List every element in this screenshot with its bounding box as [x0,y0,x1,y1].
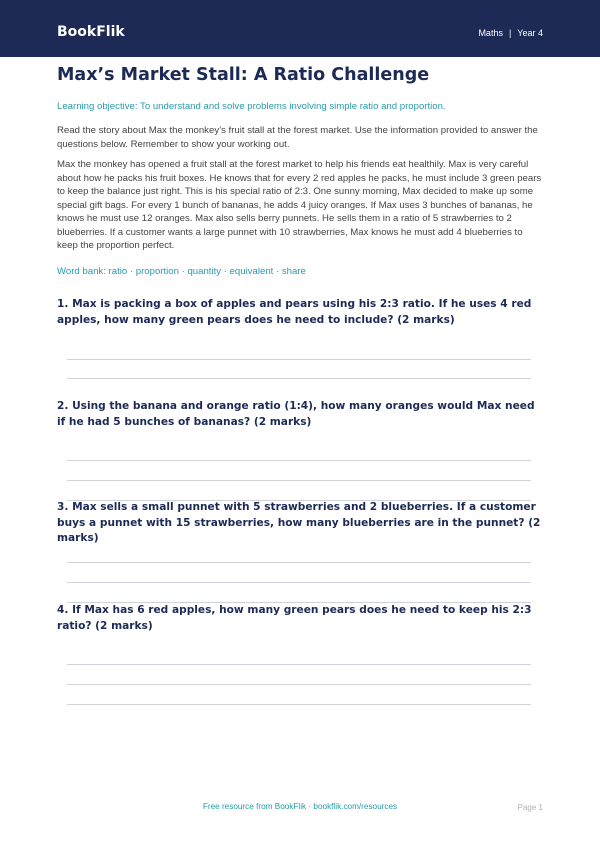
answer-line[interactable] [67,480,531,481]
question-1: 1. Max is packing a box of apples and pears using his 2:3 ratio. If he uses 4 red apples, how many green pears does he need to include? (2 marks) [57,298,532,326]
answer-line[interactable] [67,684,531,685]
question-3: 3. Max sells a small punnet with 5 strawberries and 2 blueberries. If a customer buys a punnet with 15 strawberries, how many blueberries are in the punnet? (2 marks) [57,501,541,544]
word-bank: Word bank: ratio · proportion · quantity · equivalent · share [57,266,306,277]
story-text: Max the monkey has opened a fruit stall at the forest market to help his friends eat healthily. Max is very careful about how he packs his fruit boxes. He knows that for every 2 red apples he packs, he must include 3 green pears to keep the balance just right. This is his special ratio of 2:3. One sunny morning, Max decided to make up some special gift bags. For every 1 bunch of bananas, he adds 4 juicy oranges. If Max uses 3 bunches of bananas, he knows he must use 12 oranges. Max also sells berry punnets. He sells them in a ratio of 5 strawberries to 2 blueberries. If a customer wants a large punnet with 10 strawberries, Max knows he must add 4 blueberries to keep the proportion perfect. [57,159,542,251]
answer-line[interactable] [67,562,531,563]
answer-line[interactable] [67,664,531,665]
footer-text: Free resource from BookFlik · bookflik.com/resources [202,802,398,811]
question-4: 4. If Max has 6 red apples, how many green pears does he need to keep his 2:3 ratio? (2 marks) [57,604,532,632]
question-2: 2. Using the banana and orange ratio (1:4), how many oranges would Max need if he had 5 bunches of bananas? (2 marks) [57,400,535,428]
meta-separator: | [508,28,512,38]
learning-objective: Learning objective: To understand and solve problems involving simple ratio and proportion. [57,101,446,112]
page-title: Max’s Market Stall: A Ratio Challenge [57,65,430,85]
answer-line[interactable] [67,460,531,461]
answer-line[interactable] [67,582,531,583]
header-bar [0,0,600,57]
answer-line[interactable] [67,378,531,379]
answer-line[interactable] [67,359,531,360]
page-number: Page 1 [517,803,543,812]
year-label: Year 4 [517,28,543,38]
brand-logo: BookFlik [57,24,125,40]
answer-line[interactable] [67,704,531,705]
intro-text: Read the story about Max the monkey’s fruit stall at the forest market. Use the information provided to answer the questions below. Remember to show your working out. [57,125,538,150]
header-meta [478,28,543,38]
subject-label: Maths [478,28,503,38]
